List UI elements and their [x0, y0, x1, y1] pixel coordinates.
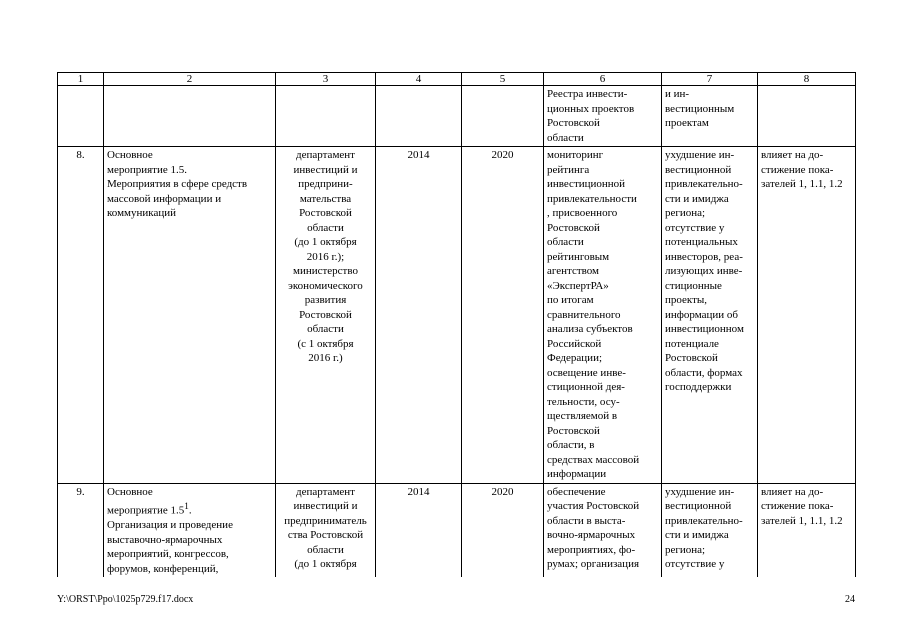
empty-cell	[58, 86, 104, 147]
activity-name	[104, 483, 276, 577]
empty-cell	[462, 86, 544, 147]
end-year: 2020	[462, 147, 544, 484]
non-implementation-consequence: ухудшение ин- вестиционной привлекательно- сти и имиджа региона; отсутствие у потенциальных инвесторов, реа- лизующих инве- стиционные проекты, информации об инвестиционном потенциале Ростовской области, формах господдержки	[662, 147, 758, 484]
column-number: 6	[544, 73, 662, 86]
continuation-row	[58, 86, 856, 147]
empty-cell	[758, 86, 856, 147]
column-number: 7	[662, 73, 758, 86]
column-number: 8	[758, 73, 856, 86]
program-activities-table	[57, 72, 856, 577]
empty-cell	[276, 86, 376, 147]
expected-result-cell: Реестра инвести- ционных проектов Ростовской области	[544, 86, 662, 147]
column-number: 5	[462, 73, 544, 86]
file-path-footer: Y:\ORST\Ppo\1025p729.f17.docx	[57, 594, 194, 605]
executor: департамент инвестиций и предприниматель ства Ростовской области (до 1 октября	[276, 483, 376, 577]
column-number: 2	[104, 73, 276, 86]
page-number: 24	[845, 594, 855, 605]
footnote-mark: 1	[184, 501, 189, 511]
indicator-link: влияет на до- стижение пока- зателей 1, 1.1, 1.2	[758, 147, 856, 484]
start-year: 2014	[376, 147, 462, 484]
empty-cell	[376, 86, 462, 147]
indicator-link: влияет на до- стижение пока- зателей 1, 1.1, 1.2	[758, 483, 856, 577]
expected-result: мониторинг рейтинга инвестиционной привлекательности , присвоенного Ростовской области рейтинговым агентством «ЭкспертРА» по итогам сравнительного анализа субъектов Российской Федерации; освещение инве- стиционной дея- тельности, осу- ществляемой в Ростовской области, в средствах массовой информации	[544, 147, 662, 484]
column-number: 1	[58, 73, 104, 86]
row-number: 9.	[58, 483, 104, 577]
activity-name: Основное мероприятие 1.5. Мероприятия в сфере средств массовой информации и коммуникаций	[104, 147, 276, 484]
column-number-row	[58, 73, 856, 86]
empty-cell	[104, 86, 276, 147]
row-number: 8.	[58, 147, 104, 484]
activity-name-part: . Организация и проведение выставочно-ярмарочных мероприятий, конгрессов, форумов, конференций,	[107, 504, 233, 575]
table-row	[58, 147, 856, 484]
end-year: 2020	[462, 483, 544, 577]
consequence-cell: и ин- вестиционным проектам	[662, 86, 758, 147]
column-number: 4	[376, 73, 462, 86]
executor: департамент инвестиций и предприни- мательства Ростовской области (до 1 октября 2016 г.); министерство экономического развития Ростовской области (с 1 октября 2016 г.)	[276, 147, 376, 484]
activity-name-part: Основное мероприятие 1.5	[107, 485, 185, 517]
table-row	[58, 483, 856, 577]
non-implementation-consequence: ухудшение ин- вестиционной привлекательно- сти и имиджа региона; отсутствие у	[662, 483, 758, 577]
column-number: 3	[276, 73, 376, 86]
expected-result: обеспечение участия Ростовской области в выста- вочно-ярмарочных мероприятиях, фо- румах; организация	[544, 483, 662, 577]
start-year: 2014	[376, 483, 462, 577]
